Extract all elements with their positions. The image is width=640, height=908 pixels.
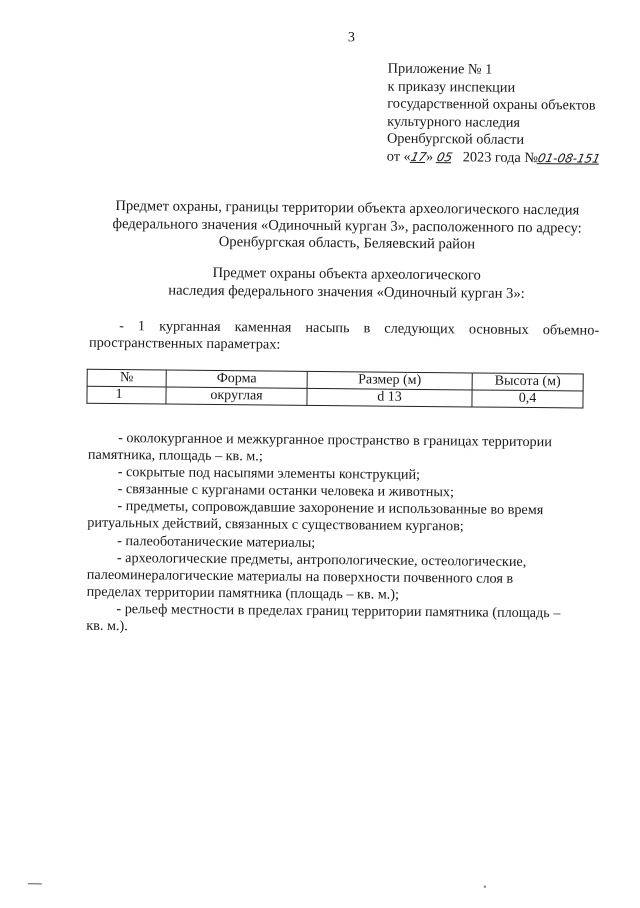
list-item-line: - рельеф местности в пределах границ территории памятника (площадь – [116,600,561,622]
document-title [77,198,617,256]
date-year: 2023 года № [462,149,539,167]
intro-paragraph [89,318,599,357]
list-item-line: ритуальных действий, связанных с существованием курганов; [87,515,464,535]
list-item-line: палеоминералогические материалы на поверхности почвенного слоя в [86,566,514,587]
table-cell-form: округлая [166,387,307,405]
list-item-line: - связанные с курганами останки человека и животных; [117,481,455,501]
list-item [87,549,607,605]
list-item-line: - палеоботанические материалы; [117,532,316,551]
title-line: Оренбургская область, Беляевский район [218,234,476,253]
scan-speck [484,886,486,888]
table-header-cell: Высота (м) [472,373,583,391]
section-title [76,264,616,304]
appendix-line: Оренбургской области [386,131,525,149]
table-header-cell: Форма [166,370,307,388]
appendix-header [387,61,601,169]
list-item-line: пределах территории памятника (площадь – кв. м.); [86,583,400,603]
list-item-line: кв. м.). [86,617,128,635]
appendix-date-line [387,149,600,169]
title-line: федерального значения «Одиночный курган 3», расположенного по адресу: [112,215,582,237]
appendix-line: культурного наследия [387,113,521,131]
table-header-cell: Размер (м) [307,371,472,390]
list-item-line: - предметы, сопровождавшие захоронение и использованные во время [117,498,544,519]
appendix-line: Приложение № 1 [387,60,493,78]
page-number: 3 [347,30,356,46]
section-title-line: Предмет охраны объекта археологического [212,264,481,284]
list-item [88,430,608,469]
list-item-line: - околокурганное и межкурганное пространство в границах территории [118,430,552,451]
date-separator: » [425,148,434,166]
table-cell-number: 1 [87,386,166,404]
intro-line: пространственных параметрах: [88,334,281,353]
table-header-cell: № [87,369,166,387]
list-item [86,601,606,640]
date-month-handwritten: 05 [435,150,454,165]
date-day-handwritten: 17 [409,149,428,164]
parameters-table [86,369,583,409]
list-item-line: - сокрытые под насыпями элементы конструкций; [117,464,421,484]
intro-line: - 1 курганная каменная насыпь в следующих основных объемно- [119,318,600,339]
protected-items-list [86,430,608,640]
section-title-line: наследия федерального значения «Одиночный курган 3»: [168,282,525,302]
date-prefix: от « [386,148,411,165]
order-number-handwritten: 01-08-151 [536,151,602,166]
list-item [87,498,607,537]
table-cell-size: d 13 [307,388,472,407]
list-item-line: памятника, площадь – кв. м.; [87,446,263,465]
title-line: Предмет охраны, границы территории объекта археологического наследия [115,198,580,219]
appendix-line: государственной охраны объектов [387,95,596,114]
list-item-line: - археологические предметы, антропологические, остеологические, [116,549,527,570]
table-cell-height: 0,4 [472,390,583,408]
scan-mark [28,883,42,884]
appendix-line: к приказу инспекции [387,78,516,96]
